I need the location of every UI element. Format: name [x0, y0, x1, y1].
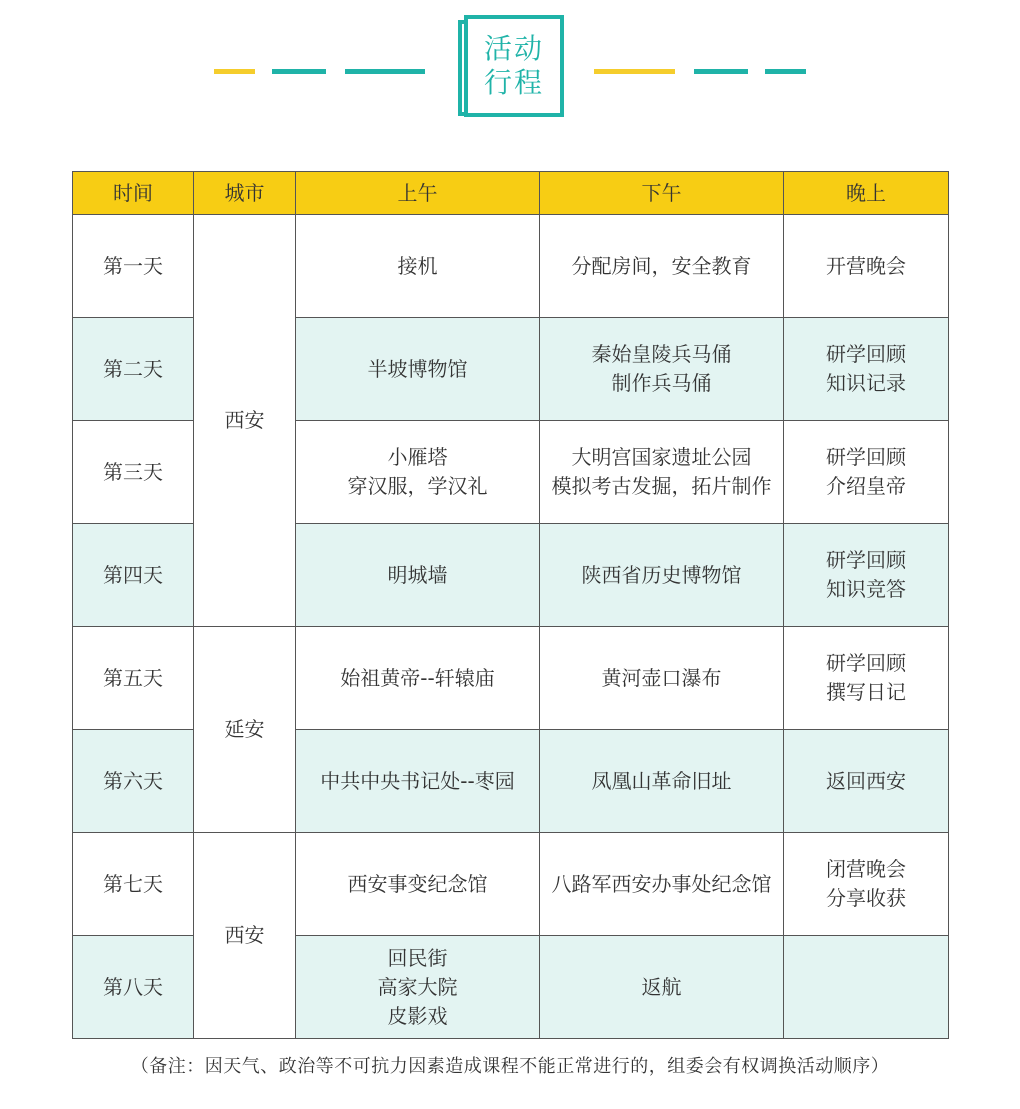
page-title-line1: 活动	[483, 32, 544, 65]
morning-cell-line: 接机	[397, 253, 438, 278]
evening-cell	[784, 627, 949, 730]
evening-cell	[784, 936, 949, 1039]
evening-cell-line: 返回西安	[826, 768, 906, 793]
afternoon-cell-line: 黄河壶口瀑布	[601, 665, 722, 690]
morning-cell-line: 皮影戏	[387, 1003, 448, 1028]
day-cell: 第四天	[73, 524, 194, 627]
evening-cell-line: 知识竞答	[826, 577, 906, 601]
afternoon-cell-line: 八路军西安办事处纪念馆	[551, 871, 772, 896]
page-title-line2: 行程	[483, 66, 544, 99]
header-afternoon: 下午	[540, 172, 784, 215]
header-dash-right-1	[594, 69, 675, 74]
evening-cell-line: 研学回顾	[826, 342, 906, 366]
afternoon-cell	[540, 318, 784, 421]
page-title	[482, 32, 546, 100]
evening-cell-line: 介绍皇帝	[826, 474, 906, 498]
morning-cell-line: 中共中央书记处--枣园	[320, 768, 515, 793]
schedule-table	[72, 171, 949, 1039]
morning-cell	[296, 524, 540, 627]
table-row	[73, 627, 949, 730]
header-dash-right-2	[694, 69, 748, 74]
day-cell: 第三天	[73, 421, 194, 524]
header-dash-left-2	[272, 69, 326, 74]
header-dash-right-3	[765, 69, 806, 74]
afternoon-cell	[540, 627, 784, 730]
afternoon-cell	[540, 833, 784, 936]
morning-cell	[296, 627, 540, 730]
morning-cell	[296, 215, 540, 318]
morning-cell	[296, 421, 540, 524]
afternoon-cell	[540, 421, 784, 524]
day-cell: 第一天	[73, 215, 194, 318]
evening-cell	[784, 318, 949, 421]
morning-cell	[296, 833, 540, 936]
evening-cell-line: 闭营晚会	[826, 857, 906, 881]
evening-cell	[784, 730, 949, 833]
evening-cell	[784, 215, 949, 318]
table-row	[73, 833, 949, 936]
evening-cell-line: 研学回顾	[826, 445, 906, 469]
day-cell: 第七天	[73, 833, 194, 936]
header-dash-left-1	[214, 69, 255, 74]
header-dash-left-3	[345, 69, 425, 74]
morning-cell	[296, 936, 540, 1039]
afternoon-cell	[540, 936, 784, 1039]
afternoon-cell-line: 返航	[641, 974, 682, 999]
day-cell: 第六天	[73, 730, 194, 833]
table-header-row	[73, 172, 949, 215]
day-cell: 第二天	[73, 318, 194, 421]
afternoon-cell-line: 模拟考古发掘，拓片制作	[551, 474, 772, 498]
afternoon-cell-line: 秦始皇陵兵马俑	[591, 342, 732, 366]
schedule-body	[73, 215, 949, 1039]
morning-cell-line: 始祖黄帝--轩辕庙	[340, 665, 495, 690]
title-badge-box	[464, 15, 564, 117]
evening-cell	[784, 524, 949, 627]
title-badge	[458, 15, 568, 123]
afternoon-cell-line: 分配房间，安全教育	[571, 253, 752, 278]
header-morning: 上午	[296, 172, 540, 215]
morning-cell-line: 西安事变纪念馆	[347, 871, 488, 896]
morning-cell-line: 穿汉服，学汉礼	[347, 474, 488, 498]
evening-cell-line: 开营晚会	[826, 253, 906, 278]
afternoon-cell-line: 凤凰山革命旧址	[591, 768, 732, 793]
evening-cell-line: 研学回顾	[826, 651, 906, 675]
header-time: 时间	[73, 172, 194, 215]
morning-cell-line: 明城墙	[387, 562, 448, 587]
table-row	[73, 215, 949, 318]
city-cell: 西安	[194, 833, 296, 1039]
header-city: 城市	[194, 172, 296, 215]
evening-cell-line: 撰写日记	[826, 680, 906, 704]
footnote: （备注：因天气、政治等不可抗力因素造成课程不能正常进行的，组委会有权调换活动顺序）	[130, 1056, 890, 1077]
morning-cell-line: 回民街	[387, 945, 448, 970]
evening-cell	[784, 421, 949, 524]
evening-cell	[784, 833, 949, 936]
evening-cell-line: 分享收获	[826, 886, 906, 910]
morning-cell	[296, 730, 540, 833]
afternoon-cell	[540, 730, 784, 833]
city-cell: 延安	[194, 627, 296, 833]
afternoon-cell-line: 大明宫国家遗址公园	[571, 445, 752, 469]
afternoon-cell	[540, 215, 784, 318]
day-cell: 第八天	[73, 936, 194, 1039]
afternoon-cell-line: 制作兵马俑	[611, 371, 712, 395]
morning-cell	[296, 318, 540, 421]
morning-cell-line: 高家大院	[377, 974, 458, 999]
morning-cell-line: 小雁塔	[387, 445, 448, 469]
afternoon-cell-line: 陕西省历史博物馆	[581, 562, 742, 587]
city-cell: 西安	[194, 215, 296, 627]
evening-cell-line: 研学回顾	[826, 548, 906, 572]
evening-cell-line: 知识记录	[826, 371, 906, 395]
morning-cell-line: 半坡博物馆	[367, 356, 468, 381]
day-cell: 第五天	[73, 627, 194, 730]
afternoon-cell	[540, 524, 784, 627]
header-evening: 晚上	[784, 172, 949, 215]
